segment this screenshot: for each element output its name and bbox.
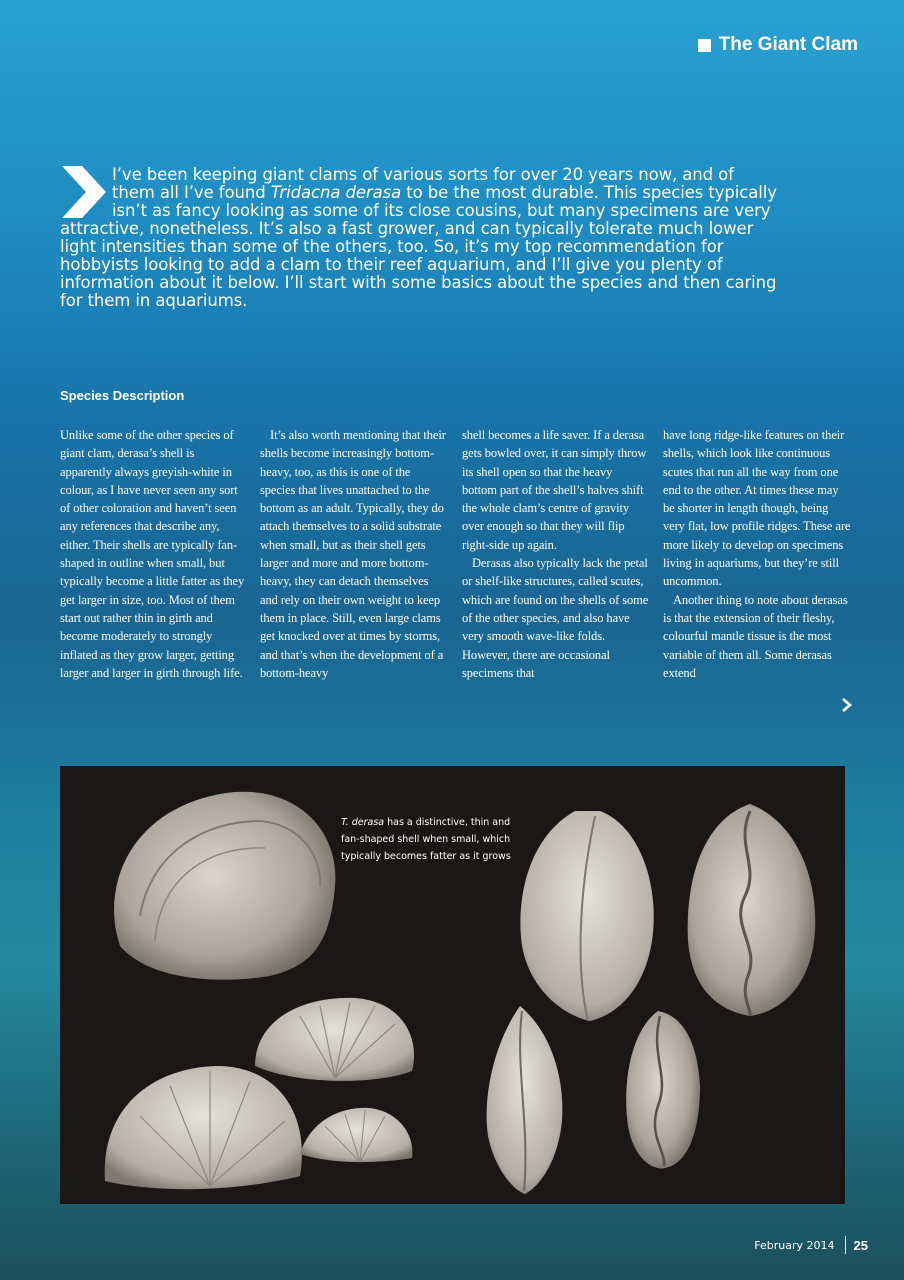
- photo-caption: T. derasa has a distinctive, thin and fan-shaped shell when small, which typically becomes fatter as it grows: [341, 817, 511, 862]
- intro-paragraph: I’ve been keeping giant clams of various sorts for over 20 years now, and of them all I’ve found Tridacna derasa to be the most durable. This species typically isn’t as fancy looking as some of its close cousins, but many specimens are very attractive, nonetheless. It’s also a fast grower, and can typically tolerate much lower light intensities than some of the others, too. So, it’s my top recommendation for hobbyists looking to add a clam to their reef aquarium, and I’ll give you plenty of information about it below. I’ll start with some basics about the species and then caring for them in aquariums.: [60, 165, 777, 310]
- section-title: The Giant Clam: [718, 34, 858, 55]
- large-shell: [114, 792, 335, 980]
- fan-shell-tiny: [300, 1108, 412, 1162]
- article-column-2: [260, 426, 448, 682]
- fan-shell-small: [255, 998, 414, 1081]
- article-paragraph: Derasas also typically lack the petal or shelf-like structures, called scutes, which are found on the shells of some of the other species, and also have very smooth wave-like folds. However, there are occasional specimens that: [462, 556, 649, 680]
- article-paragraph: have long ridge-like features on their shells, which look like continuous scutes that run all the way from one end to the other. At times these may be shorter in length though, being very flat, low profile ridges. These are more likely to develop on specimens living in aquariums, but they’re still uncommon.: [663, 428, 851, 589]
- continue-chevron-icon: [840, 698, 854, 712]
- issue-date: February 2014: [754, 1238, 835, 1252]
- article-paragraph: Unlike some of the other species of giant clam, derasa’s shell is apparently always greyish-white in colour, as I have never seen any sort of other coloration and haven’t seen any references that describe any, either. Their shells are typically fan-shaped in outline when small, but typically become a little fatter as they get larger in size, too. Most of them start out rather thin in girth and become moderately to strongly inflated as they grow larger, getting larger and larger in girth through life.: [60, 428, 245, 680]
- footer-divider: [845, 1236, 846, 1254]
- oval-shell-center: [520, 811, 653, 1021]
- caption-species: T. derasa: [341, 817, 385, 828]
- article-column-3: [462, 426, 650, 682]
- square-bullet-icon: [698, 39, 711, 52]
- section-tag: [698, 34, 858, 56]
- clam-shell-photo: [60, 766, 845, 1204]
- wavy-shell-bottom-right: [626, 1011, 700, 1169]
- article-paragraph: shell becomes a life saver. If a derasa gets bowled over, it can simply throw its shell open so that the heavy bottom part of the shell’s halves shift the whole clam’s centre of gravity over enough so that they will flip right-side up again.: [462, 428, 647, 552]
- article-column-1: [60, 426, 248, 682]
- page-footer: [754, 1236, 868, 1254]
- page-number: 25: [853, 1237, 868, 1253]
- wavy-shell-right: [688, 804, 816, 1016]
- intro-species-name: Tridacna derasa: [270, 183, 402, 202]
- section-heading: Species Description: [60, 388, 185, 403]
- article-column-4: [663, 426, 851, 682]
- article-paragraph: Another thing to note about derasas is that the extension of their fleshy, colourful mantle tissue is the most variable of them all. Some derasas extend: [663, 592, 848, 680]
- article-paragraph: It’s also worth mentioning that their shells become increasingly bottom-heavy, too, as this is one of the species that lives unattached to the bottom as an adult. Typically, they do attach themselves to a solid substrate when small, but as their shell gets larger and more and more bottom-heavy, they can detach themselves and rely on their own weight to keep them in place. Still, even large clams get knocked over at times by storms, and that’s when the development of a bottom-heavy: [260, 428, 446, 680]
